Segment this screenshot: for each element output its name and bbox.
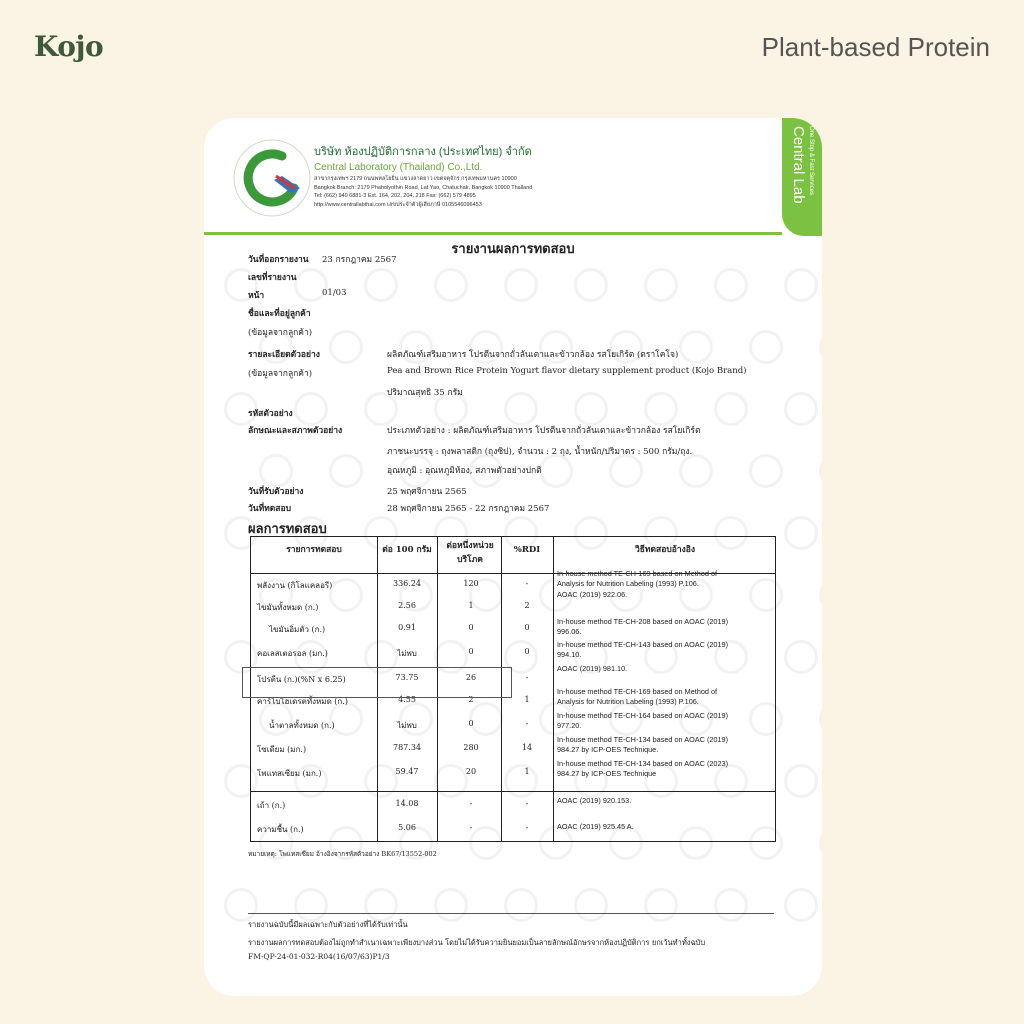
watermark-mark [784,268,818,302]
central-lab-tab [782,118,822,236]
watermark-mark [504,268,538,302]
condition-container: ภาชนะบรรจุ : ถุงพลาสติก (ถุงซิป), จำนวน : 2 ถุง, น้ำหนัก/ปริมาตร : 500 กรัม/ถุง. [387,447,693,457]
watermark-mark [504,392,538,426]
page-value: 01/03 [322,288,347,298]
method-line: In-house method TE-CH-134 based on AOAC (2023) [557,759,729,768]
watermark-mark [644,888,678,922]
watermark-mark [294,392,328,426]
watermark-mark [714,888,748,922]
watermark-mark [574,888,608,922]
row-rdi: 1 [524,767,530,776]
footer-line-1: รายงานฉบับนี้มีผลเฉพาะกับตัวอย่างที่ได้รับเท่านั้น [248,920,408,929]
protein-highlight-box [242,667,512,698]
row-per-100g: ไม่พบ [397,721,417,730]
row-per-100g: 787.34 [393,743,421,752]
watermark-mark [364,888,398,922]
method-line: AOAC (2019) 925.45 A. [557,822,634,831]
col-header-test: รายการทดสอบ [286,545,342,555]
row-per-serving: 2 [468,695,474,704]
method-line: Analysis for Nutrition Labeling (1993) P.106. [557,697,699,706]
watermark-mark [714,268,748,302]
row-rdi: 0 [524,623,530,632]
header-divider [204,232,782,235]
row-test-name: โซเดียม (มก.) [257,745,307,754]
watermark-mark [784,516,818,550]
col-header-method: วิธีทดสอบอ้างอิง [634,545,696,555]
method-line: 984.27 by ICP-OES Technique. [557,745,659,754]
row-test-name: โปรตีน (ก.)(%N x 6.25) [257,675,346,684]
watermark-mark [784,392,818,426]
row-per-serving: - [469,823,473,832]
brand-logo: Kojo [34,30,104,63]
col-header-per100: ต่อ 100 กรัม [382,545,432,555]
watermark-mark [679,330,713,364]
sample-name-en: Pea and Brown Rice Protein Yogurt flavor dietary supplement product (Kojo Brand) [387,366,747,376]
row-per-serving: 120 [463,579,479,588]
condition-label: ลักษณะและสภาพตัวอย่าง [248,426,343,436]
method-line: 996.06. [557,627,582,636]
row-test-name: ไขมันอิ่มตัว (ก.) [269,625,326,634]
results-heading: ผลการทดสอบ [248,522,327,537]
watermark-mark [574,392,608,426]
lab-name-en: Central Laboratory (Thailand) Co.,Ltd. [314,162,483,173]
watermark-mark [504,888,538,922]
tagline: Plant-based Protein [761,32,990,62]
received-date-value: 25 พฤศจิกายน 2565 [387,487,467,497]
watermark-mark [749,454,783,488]
client-note: (ข้อมูลจากลูกค้า) [248,328,313,338]
method-line: Analysis for Nutrition Labeling (1993) P.106. [557,579,699,588]
row-per-serving: 280 [463,743,479,752]
method-line: AOAC (2019) 981.10. [557,664,628,673]
method-line: In-house method TE-CH-143 based on AOAC (2019) [557,640,729,649]
row-rdi: - [525,579,529,588]
watermark-mark [644,268,678,302]
row-per-100g: 336.24 [393,579,421,588]
watermark-mark [364,268,398,302]
watermark-mark [784,764,818,798]
central-lab-logo-icon [230,136,314,220]
method-line: In-house method TE-CH-169 based on Method of [557,569,718,578]
report-date-value: 23 กรกฎาคม 2567 [322,255,397,265]
condition-type: ประเภทตัวอย่าง : ผลิตภัณฑ์เสริมอาหาร โปรตีนจากถั่วลันเตาและข้าวกล้อง รสโยเกิร์ต [387,426,701,436]
row-per-serving: 0 [468,647,474,656]
row-per-serving: 0 [468,719,474,728]
watermark-mark [224,888,258,922]
watermark-mark [819,826,822,860]
lab-website: http://www.centrallabthai.com เลขประจำตัวผู้เสียภาษี 0105546096453 [314,201,482,208]
report-number-label: เลขที่รายงาน [248,273,297,283]
row-per-100g: 5.06 [398,823,416,832]
row-rdi: 1 [524,695,530,704]
page-label: หน้า [248,291,265,301]
row-per-serving: 0 [468,623,474,632]
sample-net-weight: ปริมาณสุทธิ 35 กรัม [387,388,463,398]
watermark-mark [784,640,818,674]
lab-report-document [204,118,822,996]
method-line: In-house method TE-CH-208 based on AOAC (2019) [557,617,729,626]
method-line: AOAC (2019) 922.06. [557,590,628,599]
watermark-mark [819,702,822,736]
row-per-100g: 73.75 [395,673,419,682]
row-test-name: น้ำตาลทั้งหมด (ก.) [269,721,335,730]
watermark-mark [294,888,328,922]
received-date-label: วันที่รับตัวอย่าง [248,487,304,497]
tab-subtitle: One Stop & Fast Services [808,126,814,196]
watermark-mark [434,268,468,302]
row-per-100g: 14.08 [395,799,419,808]
row-test-name: ความชื้น (ก.) [257,825,304,834]
sample-name-th: ผลิตภัณฑ์เสริมอาหาร โปรตีนจากถั่วลันเตาและข้าวกล้อง รสโยเกิร์ต (ตราโคโจ) [387,350,679,360]
watermark-mark [609,454,643,488]
sample-label: รายละเอียดตัวอย่าง [248,350,320,360]
client-label: ชื่อและที่อยู่ลูกค้า [248,309,311,319]
watermark-mark [434,888,468,922]
col-header-serving: ต่อหนึ่งหน่วยบริโภค [446,541,494,565]
condition-temperature: อุณหภูมิ : อุณหภูมิห้อง, สภาพตัวอย่างปกติ [387,466,542,476]
watermark-mark [329,454,363,488]
watermark-mark [644,392,678,426]
watermark-mark [784,888,818,922]
note: หมายเหตุ: โพแทสเซียม อ้างอิงจากรหัสตัวอย่าง BK67/13552-002 [248,850,437,858]
col-header-rdi: %RDI [513,545,541,555]
lab-contact: Tel: (662) 940 6881-3 Ext. 164, 202, 204, 218 Fax: (662) 579 4895 [314,193,476,199]
sample-note: (ข้อมูลจากลูกค้า) [248,369,313,379]
watermark-mark [329,330,363,364]
row-rdi: - [525,673,529,682]
row-per-serving: 1 [468,601,474,610]
row-rdi: - [525,823,529,832]
test-date-value: 28 พฤศจิกายน 2565 - 22 กรกฎาคม 2567 [387,504,550,514]
footer-form-code: FM-QP-24-01-032-R04(16/07/63)P1/3 [248,952,390,961]
row-per-100g: ไม่พบ [397,649,417,658]
watermark-mark [819,330,822,364]
watermark-mark [819,454,822,488]
test-date-label: วันที่ทดสอบ [248,504,291,514]
method-line: 994.10. [557,650,582,659]
row-per-serving: 20 [465,767,477,776]
lab-name-th: บริษัท ห้องปฏิบัติการกลาง (ประเทศไทย) จำกัด [314,146,532,158]
watermark-mark [714,392,748,426]
watermark-mark [539,454,573,488]
watermark-mark [679,454,713,488]
report-title: รายงานผลการทดสอบ [451,242,575,257]
row-per-serving: 26 [465,673,477,682]
row-per-serving: - [469,799,473,808]
method-line: 977.20. [557,721,582,730]
watermark-mark [749,330,783,364]
row-per-100g: 0.91 [398,623,416,632]
lab-address-th: สาขากรุงเทพฯ 2179 ถนนพหลโยธิน แขวงลาดยาว เขตจตุจักร กรุงเทพมหานคร 10900 [314,176,517,182]
method-line: In-house method TE-CH-134 based on AOAC (2019) [557,735,729,744]
watermark-mark [574,268,608,302]
row-test-name: เถ้า (ก.) [257,801,286,810]
row-test-name: โพแทสเซียม (มก.) [257,769,322,778]
row-per-100g: 59.47 [395,767,419,776]
row-rdi: 2 [524,601,530,610]
row-per-100g: 4.55 [398,695,416,704]
method-line: In-house method TE-CH-164 based on AOAC (2019) [557,711,729,720]
footer-divider [248,913,774,914]
method-line: AOAC (2019) 920.153. [557,796,632,805]
row-rdi: - [525,719,529,728]
lab-header [314,142,532,209]
row-test-name: ไขมันทั้งหมด (ก.) [257,603,319,612]
row-test-name: พลังงาน (กิโลแคลอรี) [257,581,333,590]
lab-address-en: Bangkok Branch: 2179 Phaholyothin Road, Lat Yao, Chatuchak, Bangkok 10900 Thailand [314,184,533,191]
row-rdi: 14 [521,743,533,752]
sample-code-label: รหัสตัวอย่าง [248,409,293,419]
row-test-name: คาร์โบไฮเดรตทั้งหมด (ก.) [257,697,348,706]
report-date-label: วันที่ออกรายงาน [248,255,309,265]
tab-title: Central Lab [790,126,807,204]
row-test-name: คอเลสเตอรอล (มก.) [257,649,328,658]
watermark-mark [259,454,293,488]
row-rdi: 0 [524,647,530,656]
row-per-100g: 2.56 [398,601,416,610]
row-rdi: - [525,799,529,808]
footer-line-2: รายงานผลการทดสอบต้องไม่ถูกทำสำเนาเฉพาะเพียงบางส่วน โดยไม่ได้รับความยินยอมเป็นลายลักษณ์อักษรจากห้องปฏิบัติการ ยกเว้นทำทั้งฉบับ [248,938,706,947]
method-line: 984.27 by ICP-OES Technique [557,769,657,778]
watermark-mark [819,578,822,612]
method-line: In-house method TE-CH-169 based on Method of [557,687,718,696]
